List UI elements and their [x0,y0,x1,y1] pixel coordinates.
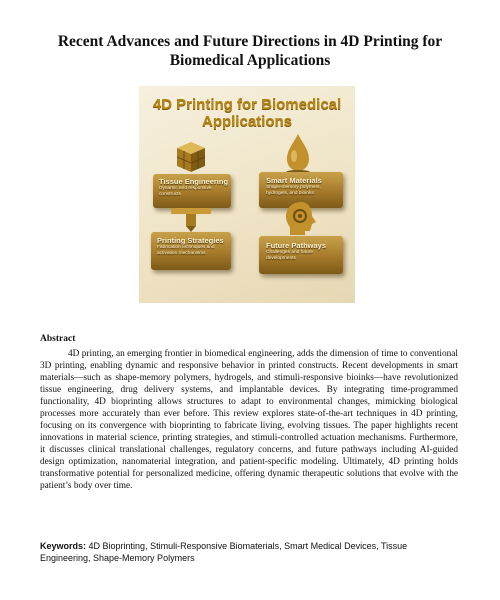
panel-subtitle: Dynamic and responsive constructs [159,186,212,197]
keywords [40,540,460,564]
panel-future-pathways [266,242,340,261]
cube-icon [171,136,211,176]
panel-subtitle: Challenges and future developments [266,250,313,261]
panel-smart-materials [266,177,340,196]
figure-heading: 4D Printing for Biomedical Applications [152,96,342,130]
panel-subtitle: Fabrication techniques and activation mechanisms [157,245,215,256]
head-gear-icon [281,198,321,238]
paper-title: Recent Advances and Future Directions in 4D Printing for Biomedical Applications [57,33,443,69]
panel-printing-strategies [157,237,229,256]
droplet-icon [281,132,315,174]
figure-illustration [139,86,355,303]
panel-title: Smart Materials [266,176,322,185]
abstract-text: 4D printing, an emerging frontier in biomedical engineering, adds the dimension of time to conventional 3D printing, enabling dynamic and responsive behavior in printed constructs. Recent developments in smart materials—such as shape-memory polymers, hydrogels, and stimuli-responsive bioinks—have revolutionized tissue engineering, drug delivery systems, and implantable devices. By integrating time-programmed functionality, 4D bioprinting allows structures to adapt to environmental changes, mimicking biological processes more accurately than ever before. This review explores state-of-the-art techniques in 4D printing, focusing on its convergence with bioprinting to fabricate living, evolving tissues. The paper highlights recent innovations in material science, printing strategies, and stimuli-controlled actuation mechanisms. Furthermore, it discusses clinical translational challenges, regulatory concerns, and future pathways including AI-guided design optimization, nanomaterial integration, and patient-specific modeling. Ultimately, 4D printing holds transformative potential for personalized medicine, offering dynamic therapeutic solutions that evolve with the patient’s body over time. [40,349,458,491]
panel-title: Printing Strategies [157,236,224,245]
abstract-heading: Abstract [40,334,76,344]
print-nozzle-icon [167,204,215,234]
panel-title: Tissue Engineering [159,177,229,186]
panel-tissue-engineering [159,178,229,197]
panel-title: Future Pathways [266,241,327,250]
keywords-label: Keywords: [40,541,87,551]
panel-subtitle: Shape-memory polymers, hydrogels, and bioinks [266,185,321,196]
keywords-text: 4D Bioprinting, Stimuli-Responsive Biomaterials, Smart Medical Devices, Tissue Engineering, Shape-Memory Polymers [40,541,408,563]
